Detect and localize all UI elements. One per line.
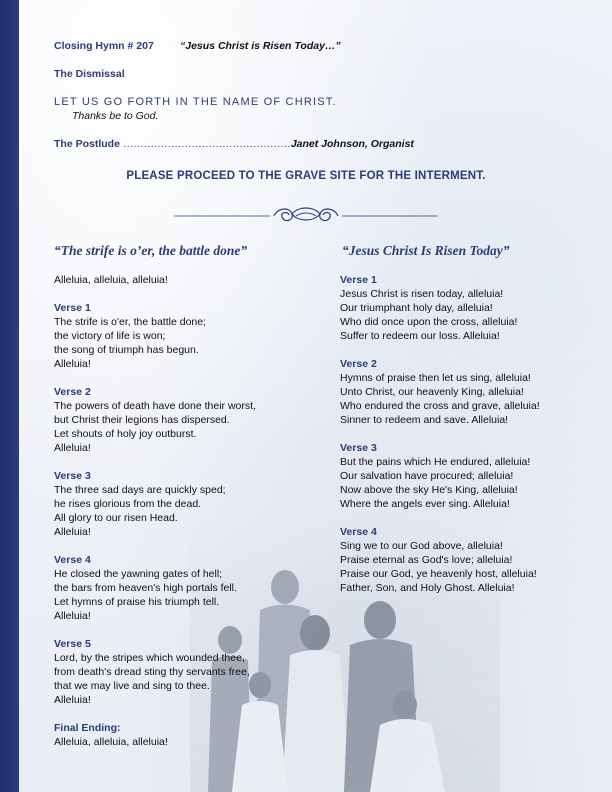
- hymn_left-verse-line: the bars from heaven's high portals fell.: [54, 582, 237, 594]
- postlude-label: The Postlude: [54, 138, 120, 150]
- hymn_right-verse-line: Our salvation have procured; alleluia!: [340, 470, 514, 482]
- left-navy-band: [0, 0, 19, 792]
- hymn_right-verse-line: Sing we to our God above, alleluia!: [340, 540, 503, 552]
- hymn_left-verse-line: Let shouts of holy joy outburst.: [54, 428, 197, 440]
- hymn_right-verse-line: Who did once upon the cross, alleluia!: [340, 316, 518, 328]
- postlude-leader-dots: .................................................: [119, 138, 291, 150]
- hymn_left-verse-line: the victory of life is won;: [54, 330, 166, 342]
- hymn_left-verse-label: Verse 4: [54, 554, 91, 566]
- hymn_left-verse-label: Verse 3: [54, 470, 91, 482]
- hymn_left-verse-block: [54, 469, 294, 539]
- closing-hymn-label: Closing Hymn # 207: [54, 40, 154, 52]
- hymn-right-title: “Jesus Christ Is Risen Today”: [342, 243, 510, 258]
- hymn-right-column: [340, 243, 580, 609]
- postlude-performer: Janet Johnson, Organist: [290, 138, 414, 150]
- hymn_left-verse-line: The strife is o'er, the battle done;: [54, 316, 207, 328]
- hymn_right-verse-line: Hymns of praise then let us sing, alleluia!: [340, 372, 531, 384]
- hymn_left-verse-line: Alleluia, alleluia, alleluia!: [54, 736, 168, 748]
- hymn_right-verse-block: [340, 441, 580, 511]
- scroll-flourish-divider-icon: [174, 203, 438, 229]
- hymn_right-verse-line: Who endured the cross and grave, alleluia!: [340, 400, 540, 412]
- hymn_left-verse-line: the song of triumph has begun.: [54, 344, 199, 356]
- hymn-left-intro: Alleluia, alleluia, alleluia!: [54, 274, 168, 286]
- hymn_left-verse-line: from death's dread sting thy servants free,: [54, 666, 250, 678]
- hymn_right-verse-line: Sinner to redeem and save. Alleluia!: [340, 414, 509, 426]
- hymn_right-verse-label: Verse 4: [340, 526, 377, 538]
- hymn_left-verse-block: [54, 721, 294, 749]
- hymn_left-verse-line: Alleluia!: [54, 526, 91, 538]
- hymn_left-verse-block: [54, 301, 294, 371]
- hymn-left-title: “The strife is o’er, the battle done”: [54, 243, 248, 258]
- hymn_left-verse-block: [54, 553, 294, 623]
- dismissal-label: The Dismissal: [54, 68, 125, 80]
- hymn_left-verse-line: Lord, by the stripes which wounded thee,: [54, 652, 245, 664]
- proceed-notice: PLEASE PROCEED TO THE GRAVE SITE FOR THE INTERMENT.: [126, 170, 486, 182]
- hymn-left-verses: [54, 301, 294, 749]
- hymn_right-verse-line: But the pains which He endured, alleluia!: [340, 456, 531, 468]
- hymn_right-verse-label: Verse 1: [340, 274, 377, 286]
- hymn_right-verse-line: Where the angels ever sing. Alleluia!: [340, 498, 510, 510]
- hymn_right-verse-line: Now above the sky He's King, alleluia!: [340, 484, 518, 496]
- hymn_right-verse-label: Verse 3: [340, 442, 377, 454]
- hymn_left-verse-line: Alleluia!: [54, 358, 91, 370]
- hymn_left-verse-line: The three sad days are quickly sped;: [54, 484, 226, 496]
- hymn_right-verse-line: Father, Son, and Holy Ghost. Alleluia!: [340, 582, 515, 594]
- postlude-line: [54, 138, 414, 150]
- hymn_left-verse-block: [54, 385, 294, 455]
- hymn_left-verse-line: but Christ their legions has dispersed.: [54, 414, 230, 426]
- hymn_left-verse-label: Verse 5: [54, 638, 91, 650]
- hymn_right-verse-line: Our triumphant holy day, alleluia!: [340, 302, 493, 314]
- hymn_left-verse-line: The powers of death have done their worst,: [54, 400, 256, 412]
- hymn-right-verses: [340, 273, 580, 595]
- hymn_right-verse-line: Suffer to redeem our loss. Alleluia!: [340, 330, 500, 342]
- hymn_right-verse-line: Unto Christ, our heavenly King, alleluia!: [340, 386, 524, 398]
- hymn_left-verse-line: he rises glorious from the dead.: [54, 498, 202, 510]
- hymn_left-verse-line: He closed the yawning gates of hell;: [54, 568, 223, 580]
- hymn_right-verse-block: [340, 525, 580, 595]
- hymn_right-verse-block: [340, 357, 580, 427]
- hymn_left-verse-line: that we may live and sing to thee.: [54, 680, 210, 692]
- hymn-left-column: [54, 243, 294, 763]
- hymn_left-verse-line: Alleluia!: [54, 610, 91, 622]
- hymn_left-verse-line: All glory to our risen Head.: [54, 512, 178, 524]
- hymn_right-verse-line: Jesus Christ is risen today, alleluia!: [340, 288, 504, 300]
- hymn_left-verse-label: Verse 1: [54, 302, 91, 314]
- closing-hymn-title: “Jesus Christ is Risen Today…”: [180, 40, 341, 52]
- hymn_left-verse-line: Alleluia!: [54, 442, 91, 454]
- hymn_right-verse-label: Verse 2: [340, 358, 377, 370]
- dismissal-response: Thanks be to God.: [72, 110, 159, 122]
- hymn_left-verse-line: Let hymns of praise his triumph tell.: [54, 596, 220, 608]
- hymn_left-verse-line: Alleluia!: [54, 694, 91, 706]
- hymn_right-verse-line: Praise our God, ye heavenly host, alleluia!: [340, 568, 537, 580]
- hymn_left-verse-label: Verse 2: [54, 386, 91, 398]
- hymn_left-verse-label: Final Ending:: [54, 722, 121, 734]
- hymn_right-verse-block: [340, 273, 580, 343]
- hymn_right-verse-line: Praise eternal as God's love; alleluia!: [340, 554, 513, 566]
- dismissal-text: LET US GO FORTH IN THE NAME OF CHRIST.: [54, 96, 337, 108]
- hymn_left-verse-block: [54, 637, 294, 707]
